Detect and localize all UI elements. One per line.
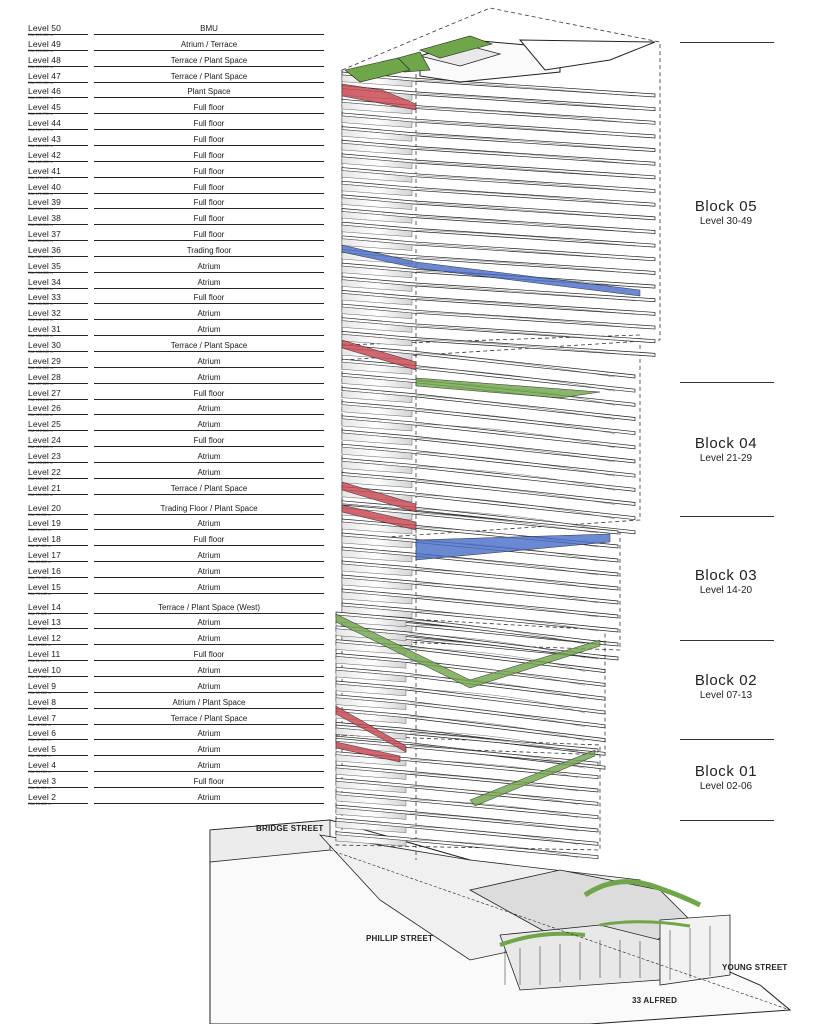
- level-use: Full floor: [193, 535, 225, 545]
- level-use: Full floor: [193, 776, 225, 786]
- level-use: Full floor: [193, 214, 225, 224]
- level-name: Level 20: [28, 502, 61, 513]
- level-rl: RAL 108.820 m: [28, 460, 53, 465]
- level-name: Level 26: [28, 403, 61, 414]
- level-name: Level 47: [28, 70, 61, 81]
- level-name: Level 9: [28, 680, 57, 691]
- level-use: Atrium: [197, 451, 221, 461]
- level-rl: RAL 79.900 m: [28, 575, 51, 580]
- level-name: Level 13: [28, 617, 61, 628]
- level-name: Level 37: [28, 229, 61, 239]
- level-use: Atrium: [197, 551, 221, 560]
- level-use: Atrium: [197, 467, 221, 477]
- level-name: Level 8: [28, 696, 57, 707]
- level-rl: RAL 64.860 m: [28, 643, 51, 648]
- level-rl: RAL 127.620 m: [28, 381, 53, 386]
- level-rl: RAL 161.600 m: [28, 239, 53, 243]
- street-label-alfred: 33 ALFRED: [632, 996, 678, 1005]
- level-rl: RAL 68.620 m: [28, 627, 51, 632]
- level-rl: RAL 57.340 m: [28, 675, 51, 679]
- level-use: Plant Space: [187, 87, 231, 97]
- level-rl: RAL 138.900 m: [28, 334, 53, 339]
- level-use: Full floor: [193, 650, 225, 660]
- level-rl: RAL 120.100 m: [28, 413, 53, 418]
- level-name: Level 29: [28, 355, 61, 366]
- level-rl: RAL 135.140 m: [28, 350, 53, 354]
- level-name: Level 33: [28, 292, 61, 303]
- level-name: Level 12: [28, 633, 61, 644]
- level-name: Level 14: [28, 601, 61, 612]
- level-use: Atrium: [197, 420, 221, 430]
- level-use: Terrace / Plant Space (West): [157, 602, 261, 612]
- block-divider: [680, 382, 774, 383]
- level-name: Level 24: [28, 435, 61, 446]
- block-label-03: [676, 567, 776, 596]
- level-name: Level 38: [28, 213, 61, 224]
- level-name: Level 15: [28, 581, 61, 592]
- level-name: Level 22: [28, 466, 61, 477]
- level-use: Atrium / Plant Space: [172, 697, 246, 707]
- level-name: Level 49: [28, 38, 61, 49]
- level-use: Atrium: [197, 356, 221, 366]
- level-rl: RAL 91.180 m: [28, 528, 51, 533]
- level-use: Atrium: [197, 582, 221, 592]
- level-rl: RAL 157.840 m: [28, 254, 53, 259]
- level-rl: RAL 150.320 m: [28, 286, 53, 291]
- level-rl: RAL 203.250 m: [28, 64, 53, 69]
- level-rl: RAL 172.880 m: [28, 191, 53, 196]
- level-rl: RAL 142.800 m: [28, 318, 53, 323]
- level-rl: RAL 42.300 m: [28, 738, 51, 743]
- level-use: Atrium: [197, 666, 221, 675]
- level-name: Level 44: [28, 118, 61, 129]
- level-name: Level 23: [28, 450, 61, 461]
- level-rl: RAL 199.430 m: [28, 80, 53, 85]
- street-label-bridge: BRIDGE STREET: [256, 824, 324, 833]
- block-name: Block 02: [694, 672, 758, 689]
- level-name: Level 30: [28, 340, 61, 350]
- level-use: Full floor: [193, 198, 225, 208]
- level-name: Level 45: [28, 102, 61, 113]
- level-rl: RAL 49.820 m: [28, 706, 51, 711]
- level-name: Level 27: [28, 387, 61, 398]
- block-label-05: [676, 198, 776, 227]
- level-name: Level 18: [28, 534, 61, 545]
- level-use: Atrium: [197, 618, 221, 628]
- level-use: Terrace / Plant Space: [170, 71, 248, 81]
- level-rl: RAL 87.420 m: [28, 544, 51, 549]
- level-rl: RAL 26.660 m: [28, 801, 51, 806]
- block-label-01: [676, 763, 776, 792]
- block-divider: [680, 739, 774, 740]
- level-name: Level 35: [28, 260, 61, 271]
- level-rl: RAL 123.860 m: [28, 397, 53, 402]
- level-name: Level 5: [28, 744, 57, 755]
- block-range: Level 07-13: [699, 690, 753, 701]
- level-rl: RAL 105.060 m: [28, 476, 53, 481]
- level-use: Full floor: [193, 103, 225, 113]
- level-use: Atrium: [197, 792, 221, 802]
- level-name: Level 25: [28, 419, 61, 430]
- level-rl: RAL 31.020 m: [28, 785, 51, 790]
- level-use: Atrium / Terrace: [180, 39, 238, 49]
- level-use: Atrium: [197, 404, 221, 414]
- level-rl: RAL 176.640 m: [28, 175, 53, 180]
- block-label-04: [676, 435, 776, 464]
- level-use: Full floor: [193, 119, 225, 129]
- level-use: Full floor: [193, 293, 225, 303]
- level-use: Trading Floor / Plant Space: [160, 503, 258, 513]
- level-use: Full floor: [193, 436, 225, 446]
- level-use: Full floor: [193, 230, 225, 239]
- level-name: Level 21: [28, 482, 61, 493]
- level-rl: RAL 131.380 m: [28, 365, 53, 370]
- level-use: Atrium: [197, 745, 221, 755]
- level-rl: RAL 95.050 m: [28, 512, 51, 517]
- level-use: Atrium: [197, 277, 221, 287]
- level-name: Level 11: [28, 649, 61, 660]
- level-rl: RAL 76.140 m: [28, 591, 51, 596]
- floor-slabs: [336, 72, 655, 859]
- level-rl: RAL 34.780 m: [28, 770, 51, 775]
- level-use: Atrium: [197, 634, 221, 644]
- level-name: Level 6: [28, 728, 57, 739]
- level-rl: RAL 210.450 m: [28, 33, 53, 37]
- block-divider: [680, 820, 774, 821]
- level-rl: RAL 180.450 m: [28, 159, 53, 164]
- level-rl: RAL 101.300 m: [28, 492, 53, 497]
- level-use: Terrace / Plant Space: [170, 55, 248, 65]
- block-name: Block 04: [694, 435, 758, 452]
- block-divider: [680, 640, 774, 641]
- level-rl: RAL 195.610 m: [28, 96, 53, 101]
- level-name: Level 19: [28, 518, 61, 529]
- level-rl: RAL 61.100 m: [28, 659, 51, 664]
- level-use: Terrace / Plant Space: [170, 713, 248, 723]
- podium-site: [210, 820, 790, 1024]
- level-name: Level 2: [28, 791, 57, 802]
- level-rl: RAL 154.080 m: [28, 270, 53, 275]
- block-range: Level 30-49: [699, 216, 753, 227]
- level-use: Full floor: [193, 182, 225, 192]
- level-rl: RAL 116.340 m: [28, 429, 53, 434]
- block-name: Block 01: [694, 763, 758, 780]
- block-name: Block 05: [694, 198, 758, 215]
- level-rl: RAL 184.150 m: [28, 143, 53, 148]
- level-use: Terrace / Plant Space: [170, 483, 248, 493]
- block-divider: [680, 516, 774, 517]
- level-name: Level 4: [28, 760, 57, 771]
- level-name: Level 42: [28, 149, 61, 160]
- block-name: Block 03: [694, 567, 758, 584]
- street-label-phillip: PHILLIP STREET: [366, 934, 434, 943]
- level-rl: RAL 169.120 m: [28, 207, 53, 212]
- level-use: Full floor: [193, 166, 225, 176]
- level-use: Full floor: [193, 150, 225, 160]
- level-rl: RAL 165.360 m: [28, 223, 53, 228]
- level-name: Level 7: [28, 712, 57, 723]
- level-name: Level 17: [28, 550, 61, 560]
- level-use: Atrium: [197, 519, 221, 529]
- level-use: Terrace / Plant Space: [170, 341, 248, 350]
- level-name: Level 36: [28, 244, 61, 255]
- level-use: Trading floor: [186, 245, 232, 255]
- level-name: Level 46: [28, 86, 61, 97]
- level-rl: RAL 83.660 m: [28, 560, 51, 564]
- level-rl: RAL 206.800 m: [28, 48, 53, 53]
- level-rl: RAL 112.580 m: [28, 445, 53, 450]
- level-use: Full floor: [193, 134, 225, 144]
- level-use: Atrium: [197, 681, 221, 691]
- level-name: Level 40: [28, 181, 61, 192]
- level-use: Full floor: [193, 388, 225, 398]
- level-rl: RAL 72.380 m: [28, 611, 51, 616]
- level-name: Level 39: [28, 197, 61, 208]
- level-name: Level 41: [28, 165, 61, 176]
- block-range: Level 14-20: [699, 585, 753, 596]
- level-rl: RAL 191.790 m: [28, 112, 53, 117]
- level-name: Level 34: [28, 276, 61, 287]
- street-label-young: YOUNG STREET: [722, 963, 788, 972]
- level-name: Level 31: [28, 324, 61, 335]
- level-use: Atrium: [197, 761, 221, 771]
- level-rl: RAL 38.540 m: [28, 754, 51, 759]
- block-label-02: [676, 672, 776, 701]
- block-range: Level 02-06: [699, 781, 753, 792]
- level-rl: RAL 53.580 m: [28, 690, 51, 695]
- level-use: BMU: [200, 24, 218, 33]
- level-rl: RAL 46.060 m: [28, 722, 51, 727]
- level-name: Level 32: [28, 308, 61, 319]
- level-use: Atrium: [197, 261, 221, 271]
- level-use: Atrium: [197, 729, 221, 739]
- roof-crown: [345, 36, 655, 82]
- level-name: Level 3: [28, 775, 57, 786]
- block-range: Level 21-29: [699, 453, 753, 464]
- level-name: Level 16: [28, 565, 61, 576]
- level-rl: RAL 146.560 m: [28, 302, 53, 307]
- accent-floor: [416, 378, 600, 398]
- level-name: Level 28: [28, 371, 61, 382]
- level-name: Level 48: [28, 54, 61, 65]
- block-divider: [680, 42, 774, 43]
- level-name: Level 43: [28, 133, 61, 144]
- level-use: Atrium: [197, 309, 221, 319]
- level-name: Level 10: [28, 665, 61, 675]
- level-use: Atrium: [197, 372, 221, 382]
- level-rl: RAL 187.970 m: [28, 128, 53, 133]
- level-use: Atrium: [197, 566, 221, 576]
- level-use: Atrium: [197, 325, 221, 335]
- level-name: Level 50: [28, 23, 61, 33]
